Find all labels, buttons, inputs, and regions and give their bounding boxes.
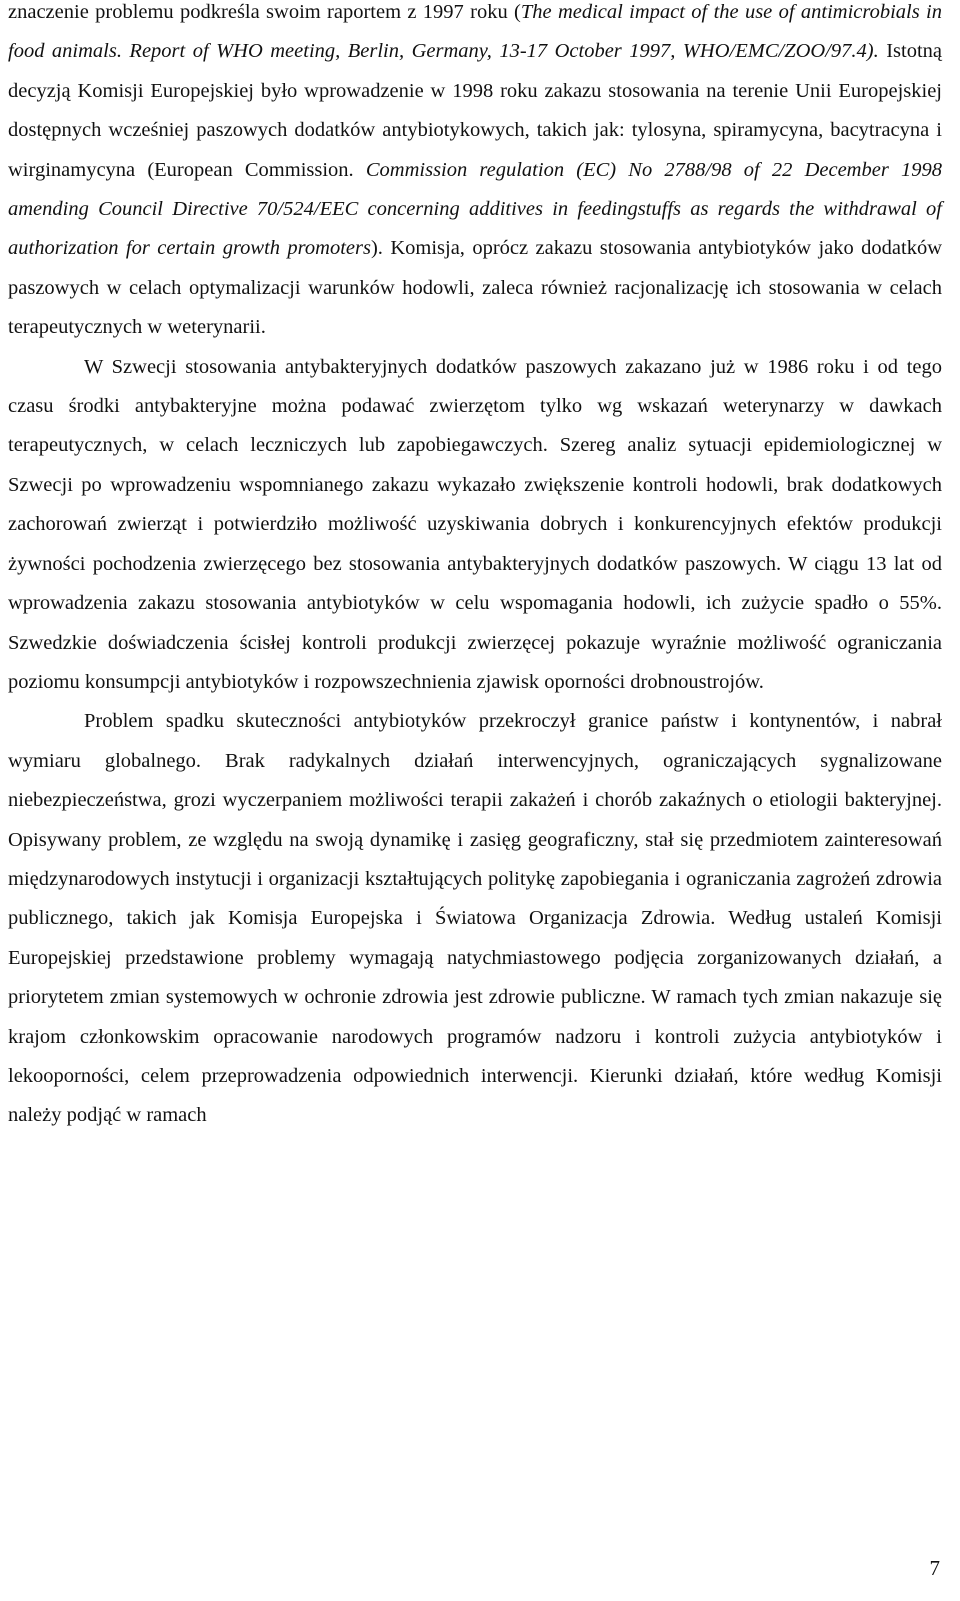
paragraph-1-citation-who: The medical impact of the use of antimicrobials in food animals. Report of WHO meeting, Berlin, Germany, 13-17 October 1997, WHO/EMC/ZOO/97.4).: [8, 1, 942, 63]
document-page: [8, 0, 942, 1136]
paragraph-1-citation-ec: Commission regulation (EC) No 2788/98 of 22 December 1998 amending Council Directive 70/524/EEC concerning additives in feedingstuffs as regards the withdrawal of authorization for certain growth promoters: [8, 158, 942, 260]
paragraph-2: [8, 348, 942, 703]
paragraph-1-run-1: znaczenie problemu podkreśla swoim raportem z 1997 roku (: [8, 1, 521, 23]
paragraph-2-run-1: W Szwecji stosowania antybakteryjnych dodatków paszowych zakazano już w 1986 roku i od tego czasu środki antybakteryjne można podawać zwierzętom tylko wg wskazań weterynarzy w dawkach terapeutycznych, w celach leczniczych lub zapobiegawczych. Szereg analiz sytuacji epidemiologicznej w Szwecji po wprowadzeniu wspomnianego zakazu wykazało zwiększenie kontroli hodowli, brak dodatkowych zachorowań zwierząt i potwierdziło możliwość uzyskiwania dobrych i konkurencyjnych efektów produkcji żywności pochodzenia zwierzęcego bez stosowania antybakteryjnych dodatków paszowych. W ciągu 13 lat od wprowadzenia zakazu stosowania antybiotyków w celu wspomagania hodowli, ich zużycie spadło o 55%. Szwedzkie doświadczenia ścisłej kontroli produkcji zwierzęcej pokazuje wyraźnie możliwość ograniczania poziomu konsumpcji antybiotyków i rozpowszechnienia zjawisk oporności drobnoustrojów.: [8, 355, 942, 693]
paragraph-1-run-3: Istotną decyzją Komisji Europejskiej było wprowadzenie w 1998 roku zakazu stosowania na terenie Unii Europejskiej dostępnych wcześniej paszowych dodatków antybiotykowych, takich jak: tylosyna, spiramycyna, bacytracyna i wirginamycyna (European Commission.: [8, 40, 942, 181]
paragraph-1-run-5: ). Komisja, oprócz zakazu stosowania antybiotyków jako dodatków paszowych w celach optymalizacji warunków hodowli, zaleca również racjonalizację ich stosowania w celach terapeutycznych w weterynarii.: [8, 237, 942, 339]
page-number: 7: [929, 1556, 940, 1580]
paragraph-3: [8, 702, 942, 1135]
paragraph-1: [8, 0, 942, 348]
paragraph-3-run-1: Problem spadku skuteczności antybiotyków przekroczył granice państw i kontynentów, i nabrał wymiaru globalnego. Brak radykalnych działań interwencyjnych, ograniczających sygnalizowane niebezpieczeństwa, grozi wyczerpaniem możliwości terapii zakażeń i chorób zakaźnych o etiologii bakteryjnej. Opisywany problem, ze względu na swoją dynamikę i zasięg geograficzny, stał się przedmiotem zainteresowań międzynarodowych instytucji i organizacji kształtujących politykę zapobiegania i ograniczania zagrożeń zdrowia publicznego, takich jak Komisja Europejska i Światowa Organizacja Zdrowia. Według ustaleń Komisji Europejskiej przedstawione problemy wymagają natychmiastowego podjęcia zorganizowanych działań, a priorytetem zmian systemowych w ochronie zdrowia jest zdrowie publiczne. W ramach tych zmian nakazuje się krajom członkowskim opracowanie narodowych programów nadzoru i kontroli zużycia antybiotyków i lekooporności, celem przeprowadzenia odpowiednich interwencji. Kierunki działań, które według Komisji należy podjąć w ramach: [8, 710, 942, 1127]
